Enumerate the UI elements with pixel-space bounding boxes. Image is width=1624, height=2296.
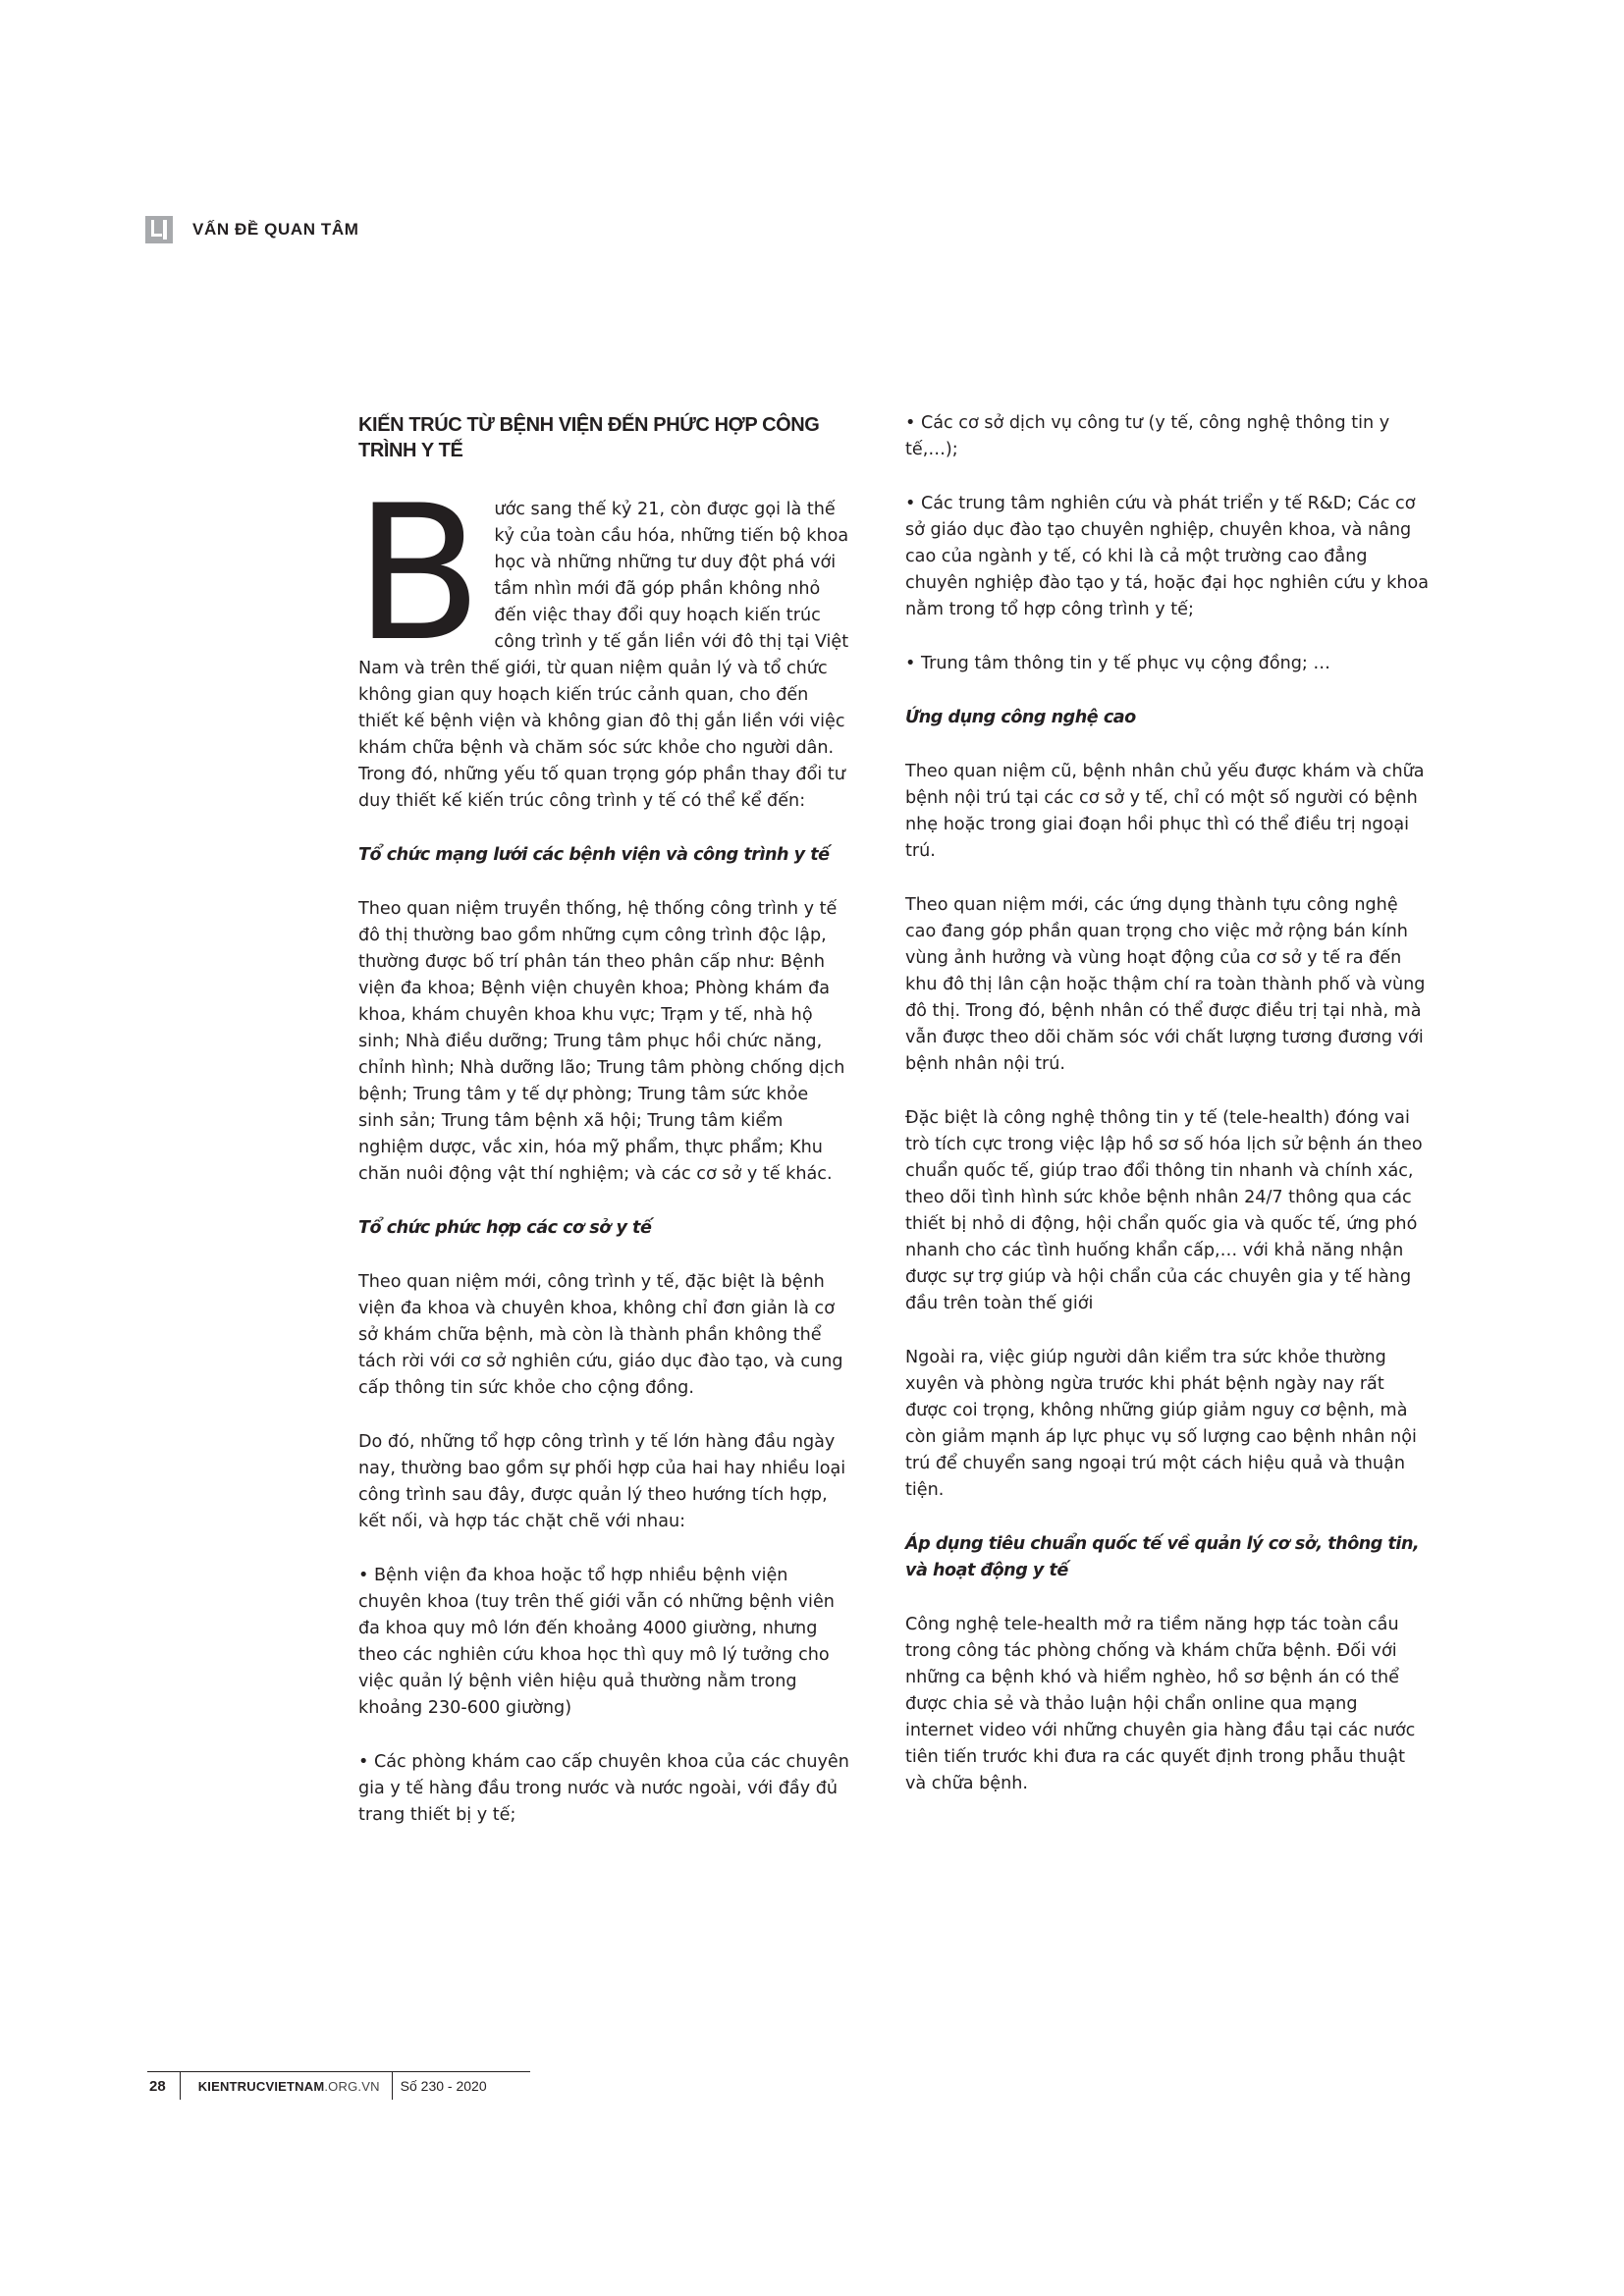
drop-cap: B	[354, 465, 483, 682]
bullet-item: • Các phòng khám cao cấp chuyên khoa của các chuyên gia y tế hàng đầu trong nước và nước ngoài, với đầy đủ trang thiết bị y tế;	[358, 1752, 849, 1825]
paragraph: Theo quan niệm mới, các ứng dụng thành tựu công nghệ cao đang góp phần quan trọng cho việc mở rộng bán kính vùng ảnh hưởng và vùng hoạt động của cơ sở y tế ra đến khu đô thị lân cận hoặc thậm chí ra toàn thành phố và vùng đô thị. Trong đó, bệnh nhân có thể được điều trị tại nhà, mà vẫn được theo dõi chăm sóc với chất lượng tương đương với bệnh nhân nội trú.	[905, 895, 1426, 1074]
issue-number: Số 230 - 2020	[400, 2078, 487, 2094]
section-heading: Tổ chức mạng lưới các bệnh viện và công trình y tế	[358, 845, 830, 865]
site-name-bold: KIENTRUCVIETNAM	[197, 2079, 325, 2094]
section-header	[145, 216, 359, 243]
paragraph: Theo quan niệm cũ, bệnh nhân chủ yếu được khám và chữa bệnh nội trú tại các cơ sở y tế, chỉ có một số người có bệnh nhẹ hoặc trong giai đoạn hồi phục thì có thể điều trị ngoại trú.	[905, 762, 1425, 861]
paragraph: Theo quan niệm mới, công trình y tế, đặc biệt là bệnh viện đa khoa và chuyên khoa, không chỉ đơn giản là cơ sở khám chữa bệnh, mà còn là thành phần không thể tách rời với cơ sở nghiên cứu, giáo dục đào tạo, và cung cấp thông tin sức khỏe cho cộng đồng.	[358, 1272, 843, 1398]
section-title: VẤN ĐỀ QUAN TÂM	[192, 220, 359, 239]
paragraph: Do đó, những tổ hợp công trình y tế lớn hàng đầu ngày nay, thường bao gồm sự phối hợp của hai hay nhiều loại công trình sau đây, được quản lý theo hướng tích hợp, kết nối, và hợp tác chặt chẽ với nhau:	[358, 1432, 846, 1531]
paragraph: Ngoài ra, việc giúp người dân kiểm tra sức khỏe thường xuyên và phòng ngừa trước khi phát bệnh ngày nay rất được coi trọng, không những giúp giảm nguy cơ bệnh, mà còn giảm mạnh áp lực phục vụ số lượng cao bệnh nhân nội trú để chuyển sang ngoại trú một cách hiệu quả và thuận tiện.	[905, 1348, 1417, 1500]
paragraph: Công nghệ tele-health mở ra tiềm năng hợp tác toàn cầu trong công tác phòng chống và khám chữa bệnh. Đối với những ca bệnh khó và hiểm nghèo, hồ sơ bệnh án có thể được chia sẻ và thảo luận hội chẩn online qua mạng internet video với những chuyên gia hàng đầu tại các nước tiên tiến trước khi đưa ra các quyết định trong phẫu thuật và chữa bệnh.	[905, 1615, 1416, 1793]
page-number: 28	[147, 2072, 181, 2100]
website-link[interactable]	[181, 2072, 393, 2100]
bullet-item: • Trung tâm thông tin y tế phục vụ cộng đồng; …	[905, 654, 1331, 673]
section-logo-icon	[145, 216, 173, 243]
bullet-item: • Các trung tâm nghiên cứu và phát triển y tế R&D; Các cơ sở giáo dục đào tạo chuyên nghiệp, chuyên khoa, và nâng cao của ngành y tế, có khi là cả một trường cao đẳng chuyên nghiệp đào tạo y tá, hoặc đại học nghiên cứu y khoa nằm trong tổ hợp công trình y tế;	[905, 494, 1430, 619]
section-heading: Tổ chức phức hợp các cơ sở y tế	[358, 1218, 652, 1238]
site-domain: .ORG.VN	[324, 2079, 380, 2094]
page-footer	[147, 2071, 530, 2100]
bullet-item: • Các cơ sở dịch vụ công tư (y tế, công nghệ thông tin y tế,…);	[905, 413, 1390, 459]
right-column	[905, 410, 1431, 1825]
intro-text: ước sang thế kỷ 21, còn được gọi là thế kỷ của toàn cầu hóa, những tiến bộ khoa học và những những tư duy đột phá với tầm nhìn mới đã góp phần không nhỏ đến việc thay đổi quy hoạch kiến trúc công trình y tế gắn liền với đô thị tại Việt Nam và trên thế giới, từ quan niệm quản lý và tổ chức không gian quy hoạch kiến trúc cảnh quan, cho đến thiết kế bệnh viện và không gian đô thị gắn liền với việc khám chữa bệnh và chăm sóc sức khỏe cho người dân. Trong đó, những yếu tố quan trọng góp phần thay đổi tư duy thiết kế kiến trúc công trình y tế có thể kể đến:	[358, 500, 849, 811]
paragraph: Theo quan niệm truyền thống, hệ thống công trình y tế đô thị thường bao gồm những cụm công trình độc lập, thường được bố trí phân tán theo phân cấp như: Bệnh viện đa khoa; Bệnh viện chuyên khoa; Phòng khám đa khoa, khám chuyên khoa khu vực; Trạm y tế, nhà hộ sinh; Nhà điều dưỡng; Trung tâm phục hồi chức năng, chỉnh hình; Nhà dưỡng lão; Trung tâm phòng chống dịch bệnh; Trung tâm y tế dự phòng; Trung tâm sức khỏe sinh sản; Trung tâm bệnh xã hội; Trung tâm kiểm nghiệm dược, vắc xin, hóa mỹ phẩm, thực phẩm; Khu chăn nuôi động vật thí nghiệm; và các cơ sở y tế khác.	[358, 899, 845, 1184]
paragraph: Đặc biệt là công nghệ thông tin y tế (tele-health) đóng vai trò tích cực trong việc lập hồ sơ số hóa lịch sử bệnh án theo chuẩn quốc tế, giúp trao đổi thông tin nhanh và chính xác, theo dõi tình hình sức khỏe bệnh nhân 24/7 thông qua các thiết bị nhỏ di động, hội chẩn quốc gia và quốc tế, ứng phó nhanh cho các tình huống khẩn cấp,… với khả năng nhận được sự trợ giúp và hội chẩn của các chuyên gia y tế hàng đầu trên toàn thế giới	[905, 1108, 1423, 1313]
section-heading: Ứng dụng công nghệ cao	[905, 708, 1136, 727]
intro-paragraph	[354, 465, 849, 815]
article-title: KIẾN TRÚC TỪ BỆNH VIỆN ĐẾN PHỨC HỢP CÔNG TRÌNH Y TẾ	[358, 414, 820, 461]
section-heading: Áp dụng tiêu chuẩn quốc tế về quản lý cơ sở, thông tin, và hoạt động y tế	[905, 1534, 1420, 1580]
bullet-item: • Bệnh viện đa khoa hoặc tổ hợp nhiều bệnh viện chuyên khoa (tuy trên thế giới vẫn có những bệnh viên đa khoa quy mô lớn đến khoảng 4000 giường, nhưng theo các nghiên cứu khoa học thì quy mô lý tưởng cho việc quản lý bệnh viên hiệu quả thường nằm trong khoảng 230-600 giường)	[358, 1566, 835, 1718]
left-column	[354, 412, 849, 1856]
